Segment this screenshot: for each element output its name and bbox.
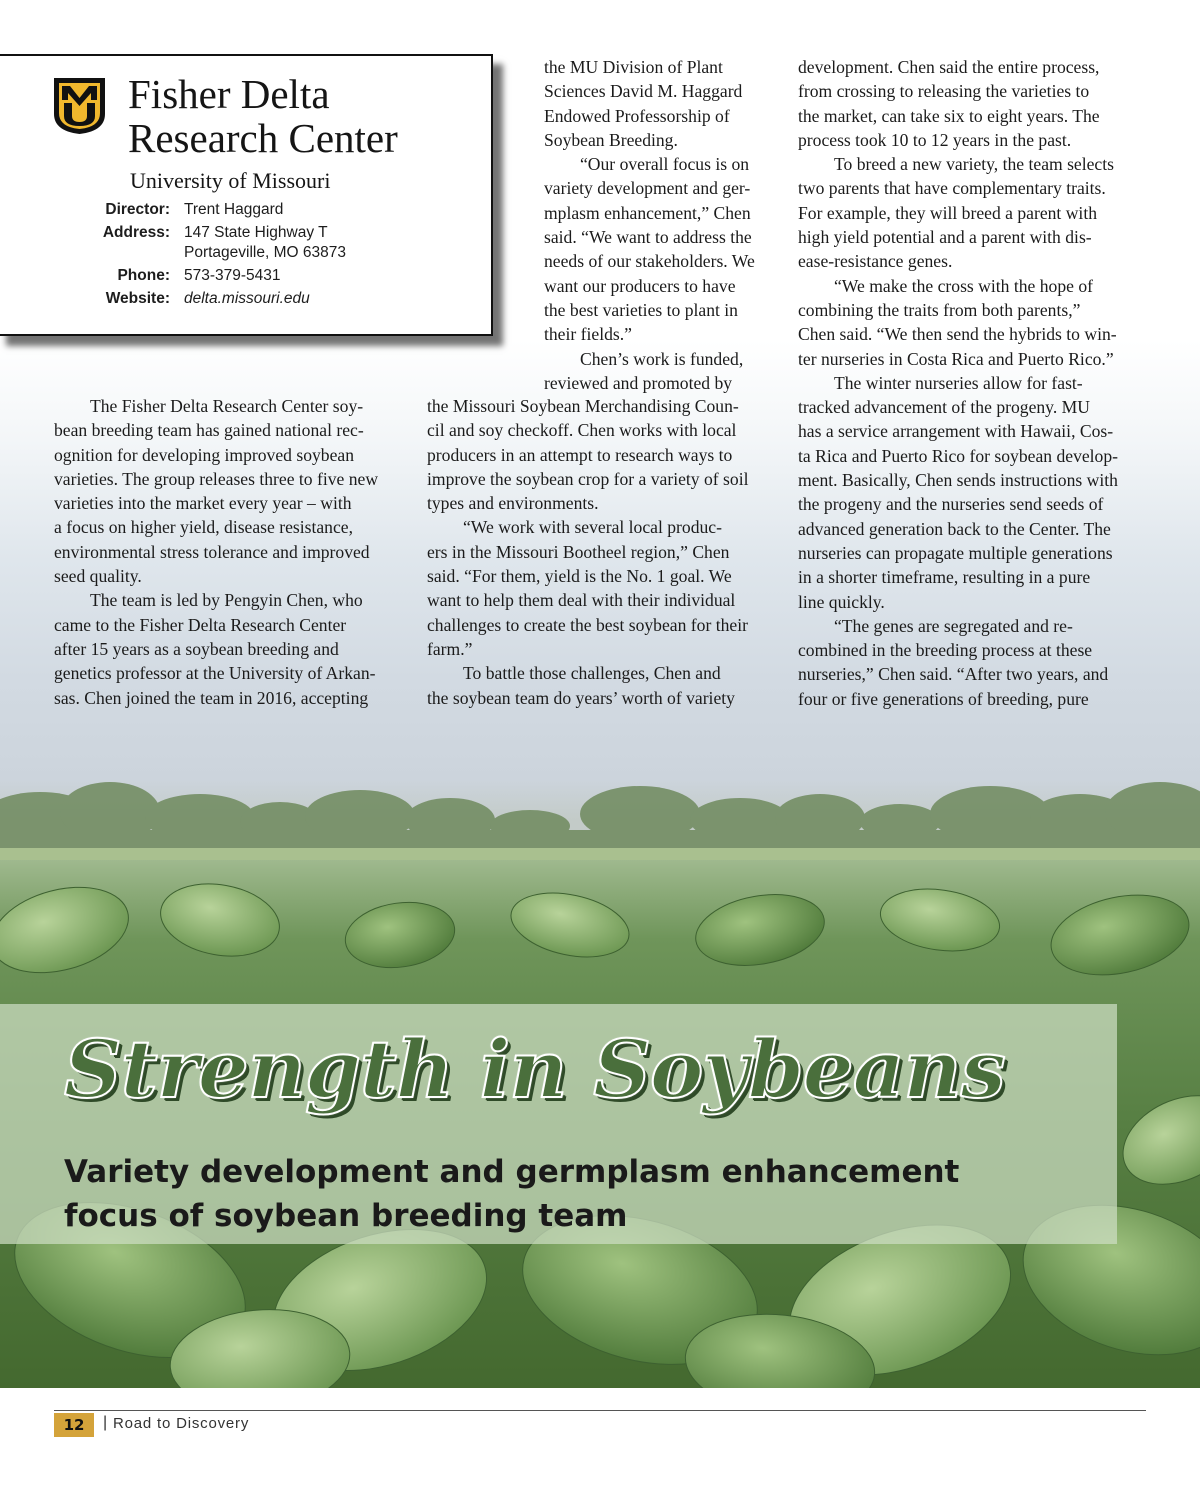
- text-line: four or five generations of breeding, pure: [798, 688, 1089, 709]
- phone-label: Phone:: [117, 267, 170, 284]
- page-number: 12: [54, 1413, 94, 1437]
- text-line: development. Chen said the entire process,: [798, 57, 1100, 77]
- director-row: [0, 200, 488, 220]
- text-line: ers in the Missouri Bootheel region,” Chen: [427, 541, 730, 562]
- text-line: “The genes are segregated and re-: [834, 615, 1073, 636]
- text-line: sas. Chen joined the team in 2016, accepting: [54, 687, 369, 708]
- text-line: the MU Division of Plant: [544, 57, 723, 77]
- text-line: To breed a new variety, the team selects: [834, 154, 1114, 175]
- text-line: two parents that have complementary traits.: [798, 178, 1106, 199]
- article-column-1: [54, 394, 404, 710]
- text-line: the best varieties to plant in: [544, 299, 738, 320]
- website-label: Website:: [105, 290, 170, 307]
- address-value: 147 State Highway T Portageville, MO 63873: [184, 224, 346, 261]
- text-line: a focus on higher yield, disease resistance,: [54, 517, 353, 538]
- text-line: The winter nurseries allow for fast-: [834, 372, 1083, 393]
- director-value: Trent Haggard: [184, 201, 284, 218]
- text-line: process took 10 to 12 years in the past.: [798, 129, 1072, 150]
- text-line: ease-resistance genes.: [798, 251, 953, 272]
- text-line: after 15 years as a soybean breeding and: [54, 638, 339, 659]
- text-line: want our producers to have: [544, 275, 736, 296]
- text-line: The team is led by Pengyin Chen, who: [90, 590, 363, 611]
- text-line: mplasm enhancement,” Chen: [544, 202, 751, 223]
- center-title-line1: Fisher Delta: [128, 71, 330, 117]
- text-line: ta Rica and Puerto Rico for soybean develop-: [798, 445, 1119, 466]
- text-line: the market, can take six to eight years. The: [798, 105, 1100, 126]
- text-line: high yield potential and a parent with dis-: [798, 227, 1092, 248]
- article-column-3: [798, 55, 1148, 711]
- text-line: combined in the breeding process at these: [798, 640, 1093, 661]
- text-line: types and environments.: [427, 493, 599, 514]
- center-title-line2: Research Center: [128, 115, 398, 161]
- text-line: Chen’s work is funded,: [580, 348, 744, 369]
- text-line: bean breeding team has gained national rec-: [54, 420, 364, 441]
- center-info-box: [0, 54, 493, 336]
- text-line: combining the traits from both parents,”: [798, 299, 1081, 320]
- address-label: Address:: [102, 224, 170, 241]
- director-label: Director:: [105, 201, 170, 218]
- university-name: University of Missouri: [130, 168, 331, 193]
- text-line: from crossing to releasing the varieties to: [798, 81, 1090, 102]
- text-line: “We make the cross with the hope of: [834, 275, 1093, 296]
- text-line: said. “For them, yield is the No. 1 goal. We: [427, 566, 732, 587]
- website-row: [0, 289, 488, 309]
- contact-details: [0, 200, 488, 312]
- text-line: “Our overall focus is on: [580, 154, 750, 175]
- text-line: has a service arrangement with Hawaii, Cos-: [798, 421, 1114, 442]
- footer-separator: |: [103, 1414, 108, 1431]
- center-title: [128, 72, 488, 160]
- text-line: producers in an attempt to research ways to: [427, 444, 733, 465]
- text-line: ognition for developing improved soybean: [54, 444, 355, 465]
- website-link[interactable]: delta.missouri.edu: [184, 290, 310, 307]
- text-line: said. “We want to address the: [544, 227, 752, 248]
- text-line: ment. Basically, Chen sends instructions with: [798, 470, 1118, 491]
- text-line: the soybean team do years’ worth of variety: [427, 687, 735, 708]
- publication-name: Road to Discovery: [113, 1415, 250, 1432]
- text-line: needs of our stakeholders. We: [544, 251, 755, 272]
- address-row: [0, 223, 488, 263]
- text-line: To battle those challenges, Chen and: [463, 663, 721, 684]
- text-line: Soybean Breeding.: [544, 129, 678, 150]
- article-column-2-top: [544, 55, 780, 395]
- text-line: varieties into the market every year – with: [54, 493, 352, 514]
- text-line: Sciences David M. Haggard: [544, 81, 743, 102]
- text-line: the Missouri Soybean Merchandising Coun-: [427, 396, 739, 416]
- text-line: “We work with several local produc-: [463, 517, 722, 538]
- text-line: seed quality.: [54, 566, 142, 587]
- text-line: ter nurseries in Costa Rica and Puerto Rico.”: [798, 348, 1114, 369]
- text-line: variety development and ger-: [544, 178, 751, 199]
- article-subheadline: [64, 1150, 1104, 1238]
- article-headline: Strength in Soybeans: [64, 1022, 1005, 1116]
- text-line: challenges to create the best soybean for their: [427, 614, 748, 635]
- subheadline-line2: focus of soybean breeding team: [64, 1198, 628, 1234]
- text-line: nurseries can propagate multiple generations: [798, 542, 1113, 563]
- text-line: For example, they will breed a parent with: [798, 202, 1097, 223]
- text-line: cil and soy checkoff. Chen works with local: [427, 420, 737, 441]
- text-line: environmental stress tolerance and improved: [54, 541, 370, 562]
- mu-logo-icon: [52, 76, 107, 136]
- treeline: [0, 782, 1200, 854]
- footer-divider: [54, 1410, 1146, 1411]
- subheadline-line1: Variety development and germplasm enhancement: [64, 1154, 960, 1190]
- text-line: advanced generation back to the Center. The: [798, 518, 1111, 539]
- article-column-2-bottom: [427, 394, 779, 710]
- text-line: line quickly.: [798, 591, 885, 612]
- text-line: varieties. The group releases three to five new: [54, 468, 379, 489]
- text-line: Chen said. “We then send the hybrids to win-: [798, 324, 1117, 345]
- text-line: the progeny and the nurseries send seeds of: [798, 494, 1104, 515]
- text-line: their fields.”: [544, 324, 632, 345]
- text-line: The Fisher Delta Research Center soy-: [90, 396, 364, 416]
- text-line: farm.”: [427, 638, 473, 659]
- text-line: tracked advancement of the progeny. MU: [798, 397, 1090, 418]
- text-line: genetics professor at the University of Arkan-: [54, 663, 376, 684]
- text-line: reviewed and promoted by: [544, 372, 733, 393]
- text-line: want to help them deal with their individual: [427, 590, 736, 611]
- text-line: in a shorter timeframe, resulting in a pure: [798, 567, 1091, 588]
- text-line: nurseries,” Chen said. “After two years, and: [798, 664, 1109, 685]
- text-line: came to the Fisher Delta Research Center: [54, 614, 347, 635]
- phone-value: 573-379-5431: [184, 267, 281, 284]
- text-line: Endowed Professorship of: [544, 105, 730, 126]
- phone-row: [0, 266, 488, 286]
- text-line: improve the soybean crop for a variety of soil: [427, 468, 749, 489]
